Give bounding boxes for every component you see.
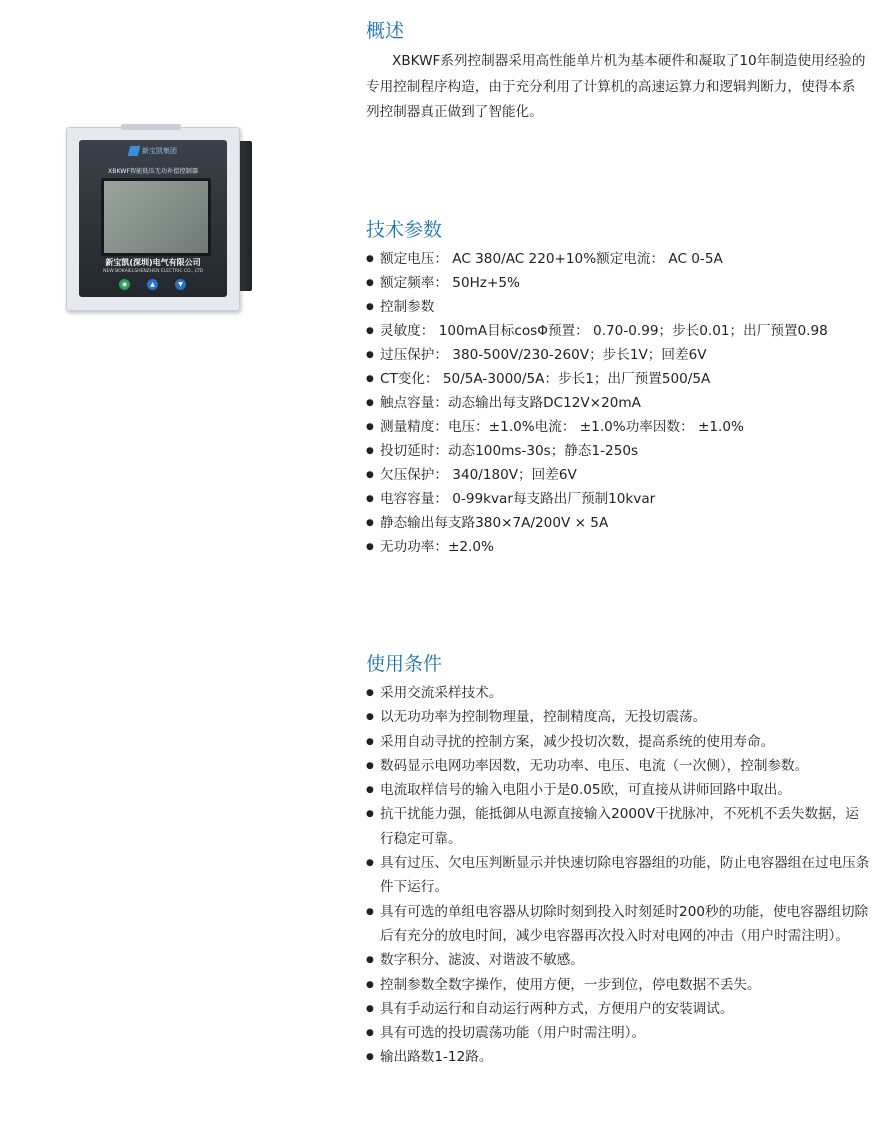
device-company-name-en: NEW BOKAIELSHENZHEN ELECTRIC CO., LTD	[103, 269, 203, 274]
device-lcd-screen	[101, 178, 211, 256]
list-item: ● 静态输出每支路380×7A/200V × 5A	[366, 511, 872, 535]
list-item: ● 触点容量：动态输出每支路DC12V×20mA	[366, 391, 872, 415]
list-item: ● 额定频率： 50Hz+5%	[366, 271, 872, 295]
tech-params-list	[366, 247, 872, 559]
list-item: ● 以无功功率为控制物理量，控制精度高，无投切震荡。	[366, 705, 872, 729]
list-item: ● 额定电压： AC 380/AC 220+10%额定电流： AC 0-5A	[366, 247, 872, 271]
list-item: ● 无功功率：±2.0%	[366, 535, 872, 559]
conditions-list	[366, 681, 872, 1070]
device-faceplate	[79, 140, 227, 297]
list-item: ● 灵敏度： 100mA目标cosΦ预置： 0.70-0.99；步长0.01；出厂预置0.98	[366, 319, 872, 343]
device-down-button-icon: ▼	[175, 279, 186, 290]
device-up-button-icon: ▲	[147, 279, 158, 290]
list-item: ● 测量精度：电压：±1.0%电流： ±1.0%功率因数： ±1.0%	[366, 415, 872, 439]
list-item: ● 电容容量： 0-99kvar每支路出厂预制10kvar	[366, 487, 872, 511]
device-top-tab	[121, 124, 181, 130]
list-item: ● 具有可选的投切震荡功能（用户时需注明）。	[366, 1021, 872, 1045]
list-item: ● 电流取样信号的输入电阻小于是0.05欧，可直接从讲师回路中取出。	[366, 778, 872, 802]
list-item: ● 具有手动运行和自动运行两种方式，方便用户的安装调试。	[366, 997, 872, 1021]
conditions-title: 使用条件	[366, 653, 443, 675]
tech-params-title: 技术参数	[366, 219, 443, 241]
list-item: ● 控制参数全数字操作，使用方便，一步到位，停电数据不丢失。	[366, 973, 872, 997]
device-model-label: XBKWF智能低压无功补偿控制器	[107, 168, 199, 175]
device-frame	[66, 127, 240, 311]
list-item: ● 抗干扰能力强，能抵御从电源直接输入2000V干扰脉冲，不死机不丢失数据，运行稳定可靠。	[366, 802, 872, 851]
product-image	[66, 127, 266, 315]
list-item: ● 具有过压、欠电压判断显示并快速切除电容器组的功能，防止电容器组在过电压条件下运行。	[366, 851, 872, 900]
list-item: ● 采用自动寻扰的控制方案，减少投切次数，提高系统的使用寿命。	[366, 730, 872, 754]
device-logo	[79, 146, 227, 156]
device-company-name: 新宝凯(深圳)电气有限公司	[105, 258, 201, 267]
overview-paragraph: XBKWF系列控制器采用高性能单片机为基本硬件和凝取了10年制造使用经验的专用控制程序构造，由于充分利用了计算机的高速运算力和逻辑判断力，使得本系列控制器真正做到了智能化。	[366, 53, 866, 120]
overview-title: 概述	[366, 20, 405, 42]
list-item: ● 数码显示电网功率因数，无功功率、电压、电流（一次侧），控制参数。	[366, 754, 872, 778]
list-item: ● 数字积分、滤波、对谐波不敏感。	[366, 948, 872, 972]
list-item: ● 输出路数1-12路。	[366, 1045, 872, 1069]
device-green-button-icon: ◉	[119, 279, 130, 290]
logo-mark-icon	[128, 146, 141, 156]
device-logo-text: 新宝凯集团	[142, 147, 177, 155]
list-item: ● 采用交流采样技术。	[366, 681, 872, 705]
list-item: ● 欠压保护： 340/180V；回差6V	[366, 463, 872, 487]
list-item: ● CT变化： 50/5A-3000/5A：步长1；出厂预置500/5A	[366, 367, 872, 391]
list-item: ● 控制参数	[366, 295, 872, 319]
list-item: ● 过压保护： 380-500V/230-260V；步长1V；回差6V	[366, 343, 872, 367]
list-item: ● 投切延时：动态100ms-30s；静态1-250s	[366, 439, 872, 463]
list-item: ● 具有可选的单组电容器从切除时刻到投入时刻延时200秒的功能，使电容器组切除后有充分的放电时间，减少电容器再次投入时对电网的冲击（用户时需注明）。	[366, 900, 872, 949]
